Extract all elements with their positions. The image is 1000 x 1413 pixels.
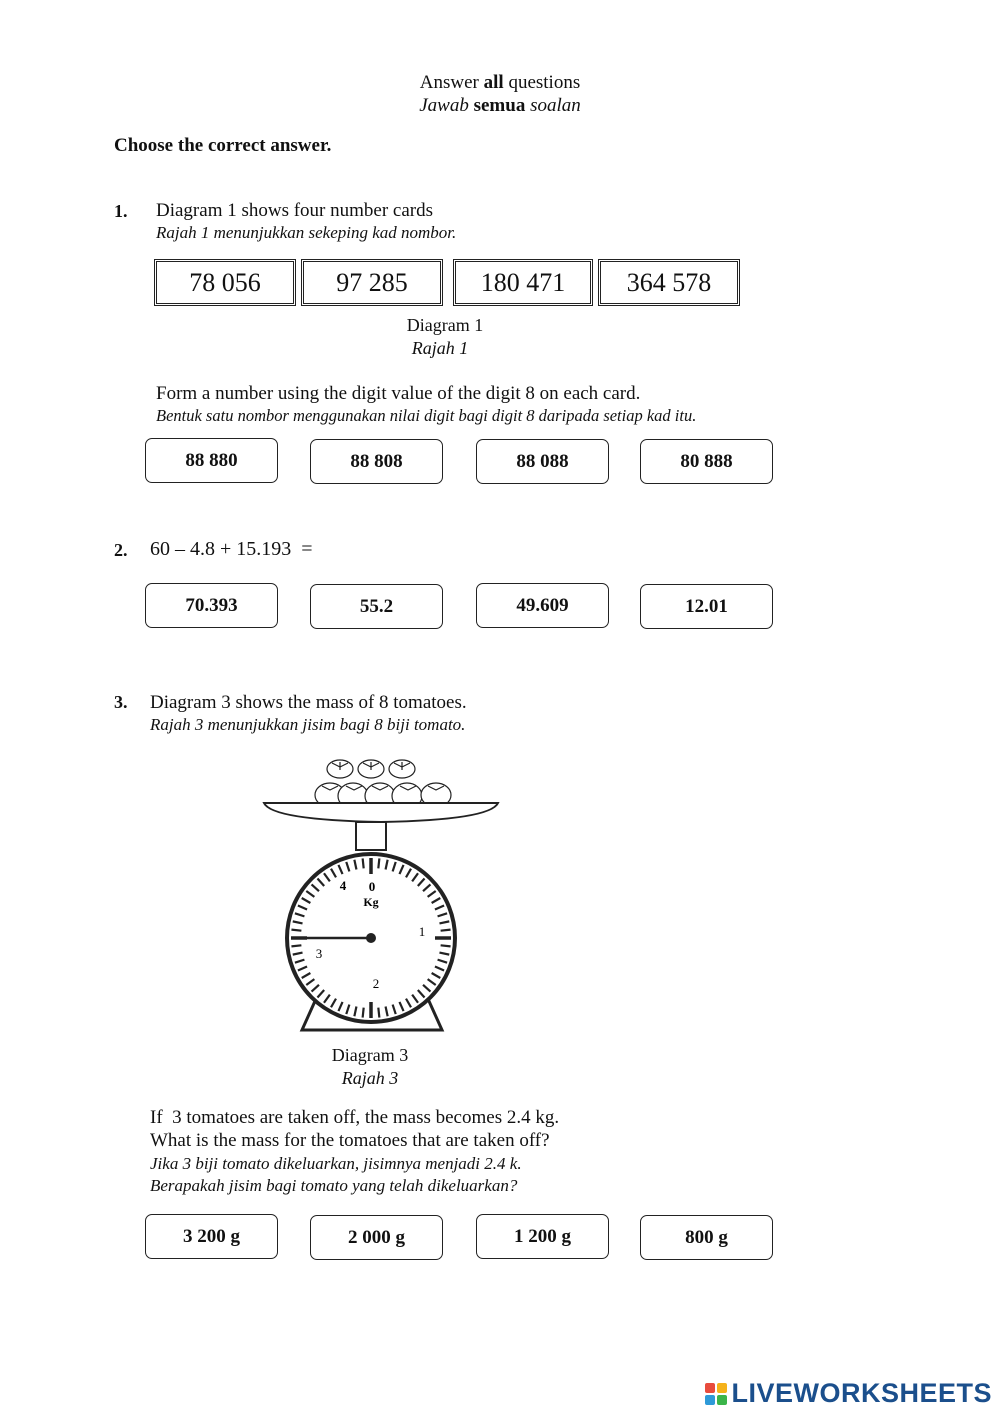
header-emphasis: all [483, 72, 504, 93]
header-line-malay [0, 95, 1000, 117]
dial-tick [378, 858, 379, 868]
q1-prompt: Form a number using the digit value of the digit 8 on each card. [156, 383, 641, 404]
dial-unit: Kg [363, 895, 379, 909]
q1-option-d[interactable]: 80 888 [640, 439, 773, 484]
dial-tick [378, 1008, 379, 1018]
dial-tick [291, 930, 301, 931]
number-card: 78 056 [154, 259, 296, 306]
brand-name: LIVEWORKSHEETS [731, 1378, 992, 1408]
dial-tick [291, 945, 301, 946]
q1-text: Diagram 1 shows four number cards [156, 200, 434, 221]
header-text: Jawab [419, 95, 469, 116]
q2-option-d[interactable]: 12.01 [640, 584, 773, 629]
logo-squares-icon [705, 1383, 727, 1405]
dial-label-4: 4 [339, 878, 347, 893]
dial-tick [441, 930, 451, 931]
q1-option-a[interactable]: 88 880 [145, 438, 278, 483]
header-text: soalan [530, 95, 581, 116]
weighing-scale-illustration [250, 750, 520, 1040]
diagram3-caption: Diagram 3 [331, 1045, 409, 1065]
dial-label-1: 1 [418, 924, 426, 939]
q3-option-b[interactable]: 2 000 g [310, 1215, 443, 1260]
q3-option-a[interactable]: 3 200 g [145, 1214, 278, 1259]
number-card: 180 471 [453, 259, 593, 306]
q3-prompt-2-malay: Berapakah jisim bagi tomato yang telah dikeluarkan? [150, 1176, 518, 1195]
q3-text-malay: Rajah 3 menunjukkan jisim bagi 8 biji tomato. [150, 715, 466, 734]
dial-tick [363, 858, 364, 868]
q2-option-a[interactable]: 70.393 [145, 583, 278, 628]
diagram3-caption-malay: Rajah 3 [341, 1068, 399, 1088]
liveworksheets-logo[interactable] [705, 1378, 992, 1409]
dial-tick [441, 945, 451, 946]
q1-text-malay: Rajah 1 menunjukkan sekeping kad nombor. [156, 223, 457, 242]
dial-label-0: 0 [368, 879, 376, 894]
dial-tick [363, 1008, 364, 1018]
q1-option-b[interactable]: 88 808 [310, 439, 443, 484]
q3-text: Diagram 3 shows the mass of 8 tomatoes. [150, 692, 467, 713]
q2-expression: 60 – 4.8 + 15.193 = [150, 538, 313, 560]
q3-option-c[interactable]: 1 200 g [476, 1214, 609, 1259]
diagram1-caption-malay: Rajah 1 [411, 338, 469, 358]
header-text: Answer [419, 72, 479, 93]
q1-option-c[interactable]: 88 088 [476, 439, 609, 484]
dial-label-2: 2 [372, 976, 380, 991]
header-emphasis: semua [473, 95, 526, 116]
q3-prompt-1-malay: Jika 3 biji tomato dikeluarkan, jisimnya menjadi 2.4 k. [150, 1154, 522, 1173]
diagram1-caption: Diagram 1 [406, 315, 484, 335]
q3-prompt-2: What is the mass for the tomatoes that are taken off? [150, 1130, 550, 1151]
dial-label-3: 3 [315, 946, 323, 961]
q3-prompt-1: If 3 tomatoes are taken off, the mass becomes 2.4 kg. [150, 1107, 560, 1128]
q2-number: 2. [114, 540, 128, 560]
tomatoes-icon [315, 760, 451, 809]
number-card: 97 285 [301, 259, 443, 306]
q3-option-d[interactable]: 800 g [640, 1215, 773, 1260]
dial-center [366, 933, 376, 943]
q1-prompt-malay: Bentuk satu nombor menggunakan nilai digit bagi digit 8 daripada setiap kad itu. [156, 406, 697, 425]
q1-number: 1. [114, 201, 128, 221]
instruction: Choose the correct answer. [114, 135, 332, 156]
q3-number: 3. [114, 692, 128, 712]
q2-option-c[interactable]: 49.609 [476, 583, 609, 628]
number-card: 364 578 [598, 259, 740, 306]
q2-option-b[interactable]: 55.2 [310, 584, 443, 629]
header-line-english [0, 72, 1000, 94]
header-text: questions [508, 72, 581, 93]
